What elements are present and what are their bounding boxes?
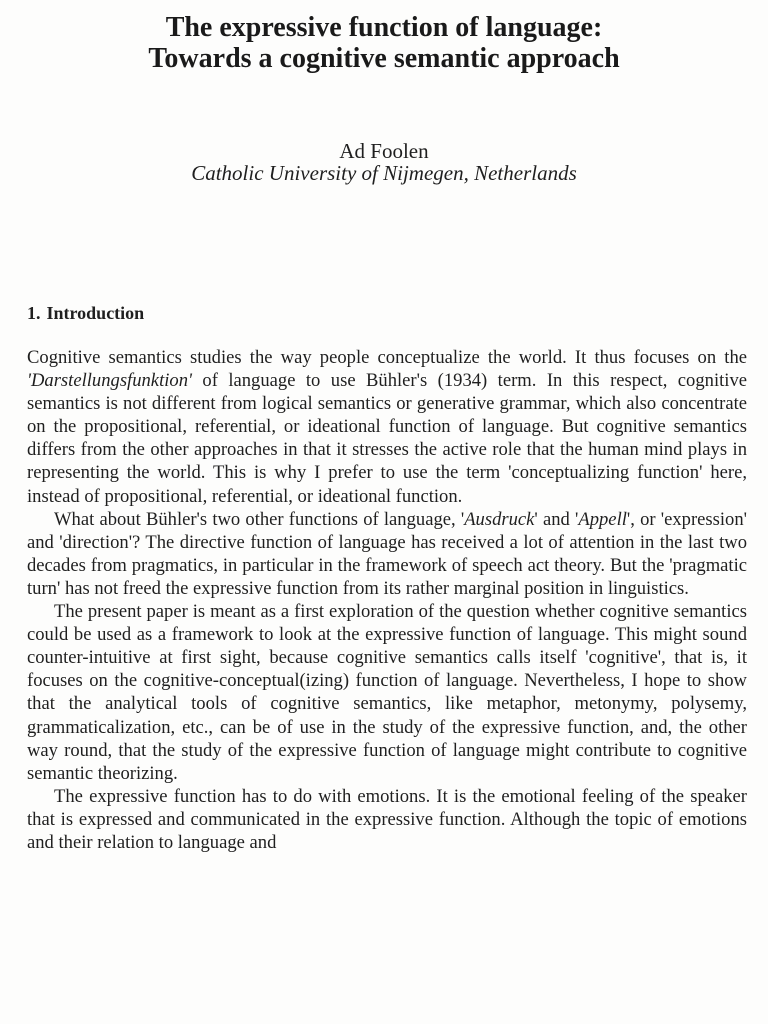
- title-line-1: The expressive function of language:: [165, 12, 603, 43]
- section-heading: [27, 302, 144, 324]
- paragraph-3: The present paper is meant as a first exploration of the question whether cognitive semantics could be used as a framework to look at the expressive function of language. This might sound counter-intuitive at first sight, because cognitive semantics calls itself 'cognitive', that is, it focuses on the cognitive-conceptual(izing) function of language. Nevertheless, I hope to show that the analytical tools of cognitive semantics, like metaphor, metonymy, polysemy, grammaticalization, etc., can be of use in the study of the expressive function, and, the other way round, that the study of the expressive function of language might contribute to cognitive semantic theorizing.: [27, 601, 747, 784]
- paragraph-2-text-e: ', or 'expression' and 'direction'? The directive function of language has received a lot of attention in the last two decades from pragmatics, in particular in the framework of speech act theory. But the 'pragmatic turn' has not freed the expressive function from its rather marginal position in linguistics.: [27, 508, 747, 599]
- paragraph-1-text-c: of language to use Bühler's (1934) term. In this respect, cognitive semantics is not different from logical semantics or generative grammar, which also concentrate on the propositional, referential, or ideational function of language. But cognitive semantics differs from the other approaches in that it stresses the active role that the human mind plays in representing the world. This is why I prefer to use the term 'conceptualizing function' here, instead of propositional, referential, or ideational function.: [27, 370, 747, 507]
- paper-title: [0, 12, 768, 74]
- section-number: 1.: [27, 303, 41, 323]
- paragraph-2-text-c: ' and ': [534, 508, 579, 530]
- section-title: Introduction: [46, 303, 145, 323]
- paragraph-1: [27, 346, 747, 508]
- paragraph-4: The expressive function has to do with emotions. It is the emotional feeling of the speaker that is expressed and communicated in the expressive function. Although the topic of emotions and their relation to language and: [27, 785, 747, 853]
- paragraph-2: [27, 508, 747, 600]
- body-text: [27, 346, 747, 854]
- paragraph-1-text-a: Cognitive semantics studies the way people conceptualize the world. It thus focuses on the: [27, 347, 747, 368]
- title-line-2: Towards a cognitive semantic approach: [148, 43, 620, 74]
- paragraph-2-term-ausdruck: Ausdruck: [464, 508, 535, 530]
- author-name: Ad Foolen: [339, 139, 429, 163]
- author-affiliation: Catholic University of Nijmegen, Netherlands: [191, 161, 577, 185]
- paragraph-1-term: 'Darstellungsfunktion': [27, 370, 192, 392]
- paragraph-2-text-a: What about Bühler's two other functions of language, ': [54, 508, 465, 530]
- paragraph-2-term-appell: Appell: [578, 508, 627, 530]
